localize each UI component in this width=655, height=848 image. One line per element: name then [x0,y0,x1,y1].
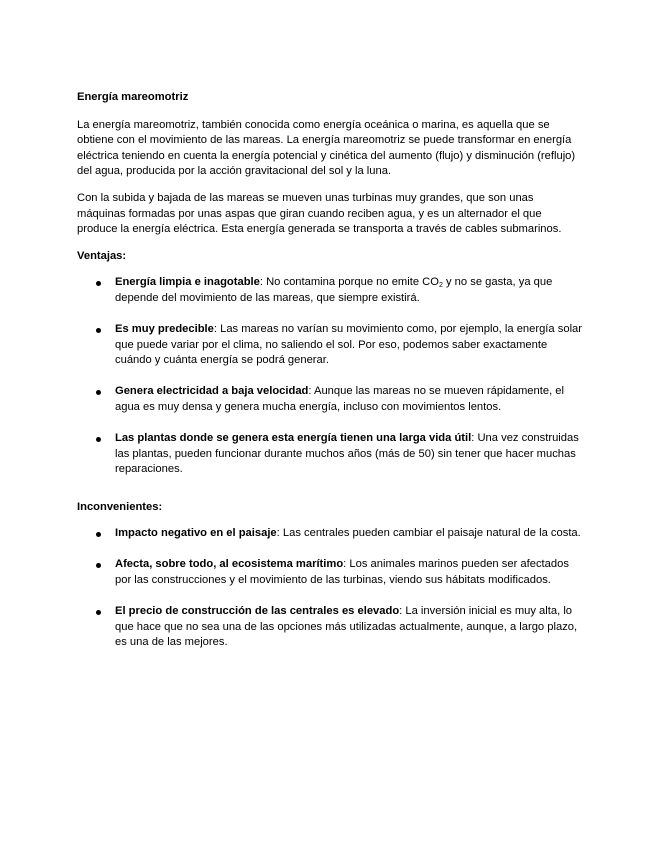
bullet-icon [96,328,101,333]
item-bold-label: Energía limpia e inagotable [115,276,260,289]
turbines-paragraph: Con la subida y bajada de las mareas se mueven unas turbinas muy grandes, que son unas máquinas formadas por unas aspas que giran cuando reciben agua, y es un alternador el que produce la energía eléctrica. Esta energía generada se transporta a través de cables submarinos. [77,191,562,236]
bullet-icon [96,532,101,537]
list-item [77,431,582,478]
list-item [77,526,582,542]
item-text: : Los animales marinos pueden ser afectados por las construcciones y el movimiento de las turbinas, viendo sus hábitats modificados. [115,558,569,587]
bullet-icon [96,563,101,568]
item-text: : Las mareas no varían su movimiento como, por ejemplo, la energía solar que puede variar por el clima, no saliendo el sol. Por eso, podemos saber exactamente cuándo y cuánta energía se podrá generar. [115,323,582,367]
item-text: : Aunque las mareas no se mueven rápidamente, el agua es muy densa y genera mucha energía, incluso con movimientos lentos. [115,385,564,413]
item-bold-label: Las plantas donde se genera esta energía tienen una larga vida útil [115,432,472,444]
list-item [77,322,582,369]
ventajas-heading: Ventajas: [77,249,127,262]
item-text: : Una vez construidas las plantas, pueden funcionar durante muchos años (más de 50) sin tener que hacer muchas reparaciones. [115,432,579,476]
list-item [77,604,582,651]
item-text: y no se gasta, ya que depende del movimiento de las mareas, que siempre existirá. [115,276,553,304]
inconvenientes-heading: Inconvenientes: [77,500,163,513]
bullet-icon [96,390,101,395]
bullet-icon [96,610,101,615]
bullet-icon [96,437,101,442]
list-item [77,275,582,306]
item-text: : No contamina porque no emite CO [259,276,439,289]
bullet-icon [96,281,101,286]
item-text: : Las centrales pueden cambiar el paisaje natural de la costa. [276,527,581,540]
list-item [77,557,582,588]
ventajas-list [77,275,582,477]
list-item [77,384,582,415]
item-bold-label: Impacto negativo en el paisaje [115,527,277,540]
document-content [77,90,582,666]
inconvenientes-list [77,526,582,651]
item-bold-label: Es muy predecible [115,323,214,336]
co2-subscript: 2 [438,282,443,290]
intro-paragraph: La energía mareomotriz, también conocida como energía oceánica o marina, es aquella que se obtiene con el movimiento de las mareas. La energía mareomotriz se puede transformar en energía eléctrica teniendo en cuenta la energía potencial y cinética del aumento (flujo) y disminución (reflujo) del agua, producida por la acción gravitacional del sol y la luna. [77,118,576,178]
item-bold-label: Afecta, sobre todo, al ecosistema marítimo [115,558,344,571]
item-bold-label: El precio de construcción de las centrales es elevado [115,605,400,618]
document-title: Energía mareomotriz [77,91,189,103]
item-bold-label: Genera electricidad a baja velocidad [115,385,309,398]
item-text: : La inversión inicial es muy alta, lo que hace que no sea una de las opciones más utilizadas actualmente, aunque, a largo plazo, es una de las mejores. [115,605,578,649]
